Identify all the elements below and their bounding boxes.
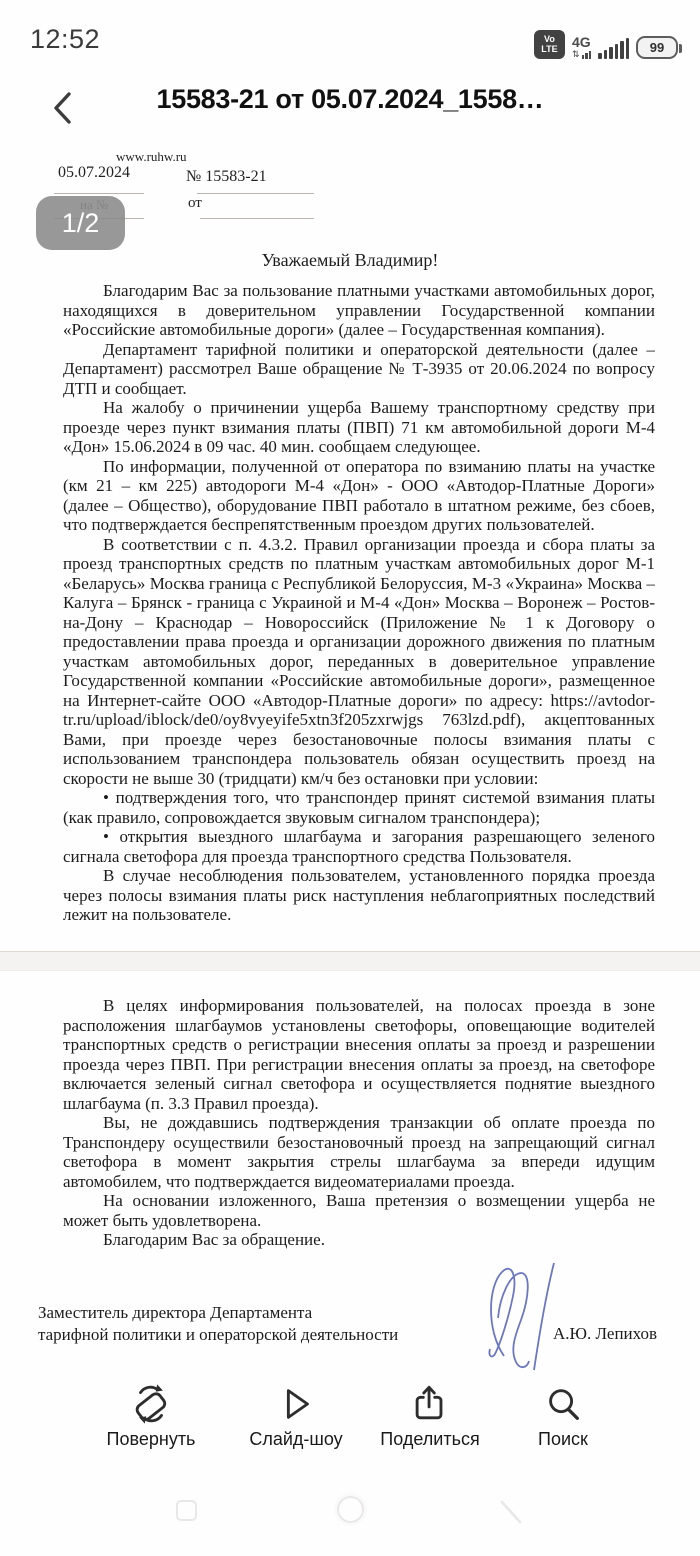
back-gesture-icon[interactable] xyxy=(497,1498,525,1526)
letter-page-1 xyxy=(63,281,655,925)
paragraph: Департамент тарифной политики и операторской деятельности (далее – Департамент) рассмотрел Ваше обращение № Т-3935 от 20.06.2024 по вопросу ДТП и сообщает. xyxy=(63,339,655,398)
network-type-label: 4G xyxy=(571,34,591,50)
up-down-arrows-icon: ⇅ xyxy=(571,49,580,59)
paragraph: В случае несоблюдения пользователем, установленного порядка проезда через полосы взимания платы риск наступления неблагоприятных последствий лежит на пользователе. xyxy=(63,866,655,924)
page-break-divider xyxy=(0,951,700,971)
bottom-toolbar xyxy=(0,1383,700,1463)
clock: 12:52 xyxy=(30,24,101,54)
status-bar xyxy=(0,0,700,70)
share-button[interactable] xyxy=(365,1383,495,1450)
network-type-indicator xyxy=(572,35,591,59)
paragraph: На основании изложенного, Ваша претензия о возмещении ущерба не может быть удовлетворена. xyxy=(63,1191,655,1230)
letter-number: № 15583-21 xyxy=(186,168,267,185)
app-header xyxy=(0,70,700,142)
from-label: от xyxy=(188,195,202,211)
slideshow-button[interactable] xyxy=(231,1383,361,1450)
page-indicator-badge: 1/2 xyxy=(36,196,125,250)
handwritten-signature xyxy=(476,1258,571,1378)
slideshow-label: Слайд-шоу xyxy=(249,1429,343,1449)
signer-role xyxy=(38,1302,458,1346)
underline xyxy=(54,193,144,194)
underline xyxy=(197,193,314,194)
search-label: Поиск xyxy=(538,1429,588,1449)
bullet-item: • открытия выездного шлагбаума и загорания разрешающего зеленого сигнала светофора для проезда транспортного средства Пользователя. xyxy=(63,827,655,866)
paragraph: Благодарим Вас за обращение. xyxy=(103,1230,325,1249)
home-icon[interactable] xyxy=(337,1496,364,1523)
letter-page-2 xyxy=(63,996,655,1250)
salutation: Уважаемый Владимир! xyxy=(261,250,439,270)
rotate-button[interactable] xyxy=(86,1383,216,1450)
share-icon xyxy=(409,1383,451,1425)
android-nav-bar xyxy=(0,1492,700,1542)
paragraph: По информации, полученной от оператора по взиманию платы на участке (км 21 – км 225) автодороги М-4 «Дон» - ООО «Автодор-Платные Дороги» (далее – Общество), оборудование ПВП работало в штатном режиме, без сбоев, что подтверждается беспрепятственным проездом других пользователей. xyxy=(63,456,655,534)
signer-role-line1: Заместитель директора Департамента xyxy=(38,1303,313,1322)
rotate-label: Повернуть xyxy=(106,1429,196,1449)
battery-nub xyxy=(679,44,682,53)
battery-icon xyxy=(636,36,682,59)
paragraph: В целях информирования пользователей, на полосах проезда в зоне расположения шлагбаумов установлены светофоры, оповещающие водителей транспортных средств о регистрации внесения оплаты за проезд и разрешении проезда через ПВП. При регистрации внесения оплаты за проезд, на светофоре включается зеленый сигнал светофора и осуществляется поднятие выездного шлагбаума (п. 3.3 Правил проезда). xyxy=(63,996,655,1113)
underline xyxy=(200,218,314,219)
paragraph: На жалобу о причинении ущерба Вашему транспортному средству при проезде через пункт взимания платы (ПВП) 71 км автомобильной дороги М-4 «Дон» 15.06.2024 в 09 час. 40 мин. сообщаем следующее. xyxy=(63,398,655,456)
letterhead-website: www.ruhw.ru xyxy=(116,149,187,164)
recent-apps-icon[interactable] xyxy=(176,1500,197,1521)
volte-text-top: Vo xyxy=(544,34,555,44)
search-button[interactable] xyxy=(498,1383,628,1450)
signer-role-line2: тарифной политики и операторской деятельности xyxy=(38,1325,399,1344)
share-label: Поделиться xyxy=(380,1429,480,1449)
paragraph: Благодарим Вас за пользование платными участками автомобильных дорог, находящихся в доверительном управлении Государственной компании «Российские автомобильные дороги» (далее – Государственная компания). xyxy=(63,281,655,339)
data-activity-icon xyxy=(572,50,591,59)
paragraph: В соответствии с п. 4.3.2. Правил организации проезда и сбора платы за проезд транспортных средств по платным участкам автомобильных дорог М-1 «Беларусь» Москва граница с Республикой Белоруссия, М-3 «Украина» Москва – Калуга – Брянск - граница с Украиной и М-4 «Дон» Москва – Воронеж – Ростов-на-Дону – Краснодар – Новороссийск (Приложение № 1 к Договору о предоставлении права проезда и организации дорожного движения по платным участкам автомобильных дорог, переданных в доверительное управление Государственной компании «Российские автомобильные дороги», размещенное на Интернет-сайте ООО «Автодор-Платные дороги» по адресу: https://avtodor-tr.ru/upload/iblock/de0/oy8vyeyife5xtn3f205zxrwjgs 763lzd.pdf), акцептованных Вами, при проезде через безостановочные полосы взимания платы с использованием транспондера пользователь обязан осуществить проезд на скорости не выше 30 (тридцати) км/ч без остановки при условии: xyxy=(63,534,655,788)
paragraph: Вы, не дождавшись подтверждения транзакции об оплате проезда по Транспондеру осуществили безостановочный проезд на запрещающий сигнал светофора в момент закрытия стрелы шлагбаума за впереди идущим автомобилем, что подтверждается видеоматериалами проезда. xyxy=(63,1113,655,1191)
signal-bars-icon xyxy=(598,35,629,59)
volte-text-bottom: LTE xyxy=(541,44,558,54)
bullet-item: • подтверждения того, что транспондер принят системой взимания платы (как правило, сопровождается звуковым сигналом транспондера); xyxy=(63,788,655,827)
page-title: 15583-21 от 05.07.2024_1558… xyxy=(156,84,544,114)
status-icons xyxy=(534,30,682,59)
volte-icon xyxy=(534,30,565,59)
signer-name: А.Ю. Лепихов xyxy=(553,1324,658,1343)
rotate-icon xyxy=(130,1383,172,1425)
slideshow-icon xyxy=(275,1383,317,1425)
letter-date: 05.07.2024 xyxy=(58,164,130,181)
search-icon xyxy=(542,1383,584,1425)
battery-level: 99 xyxy=(649,40,665,55)
document-letterhead xyxy=(0,145,700,255)
